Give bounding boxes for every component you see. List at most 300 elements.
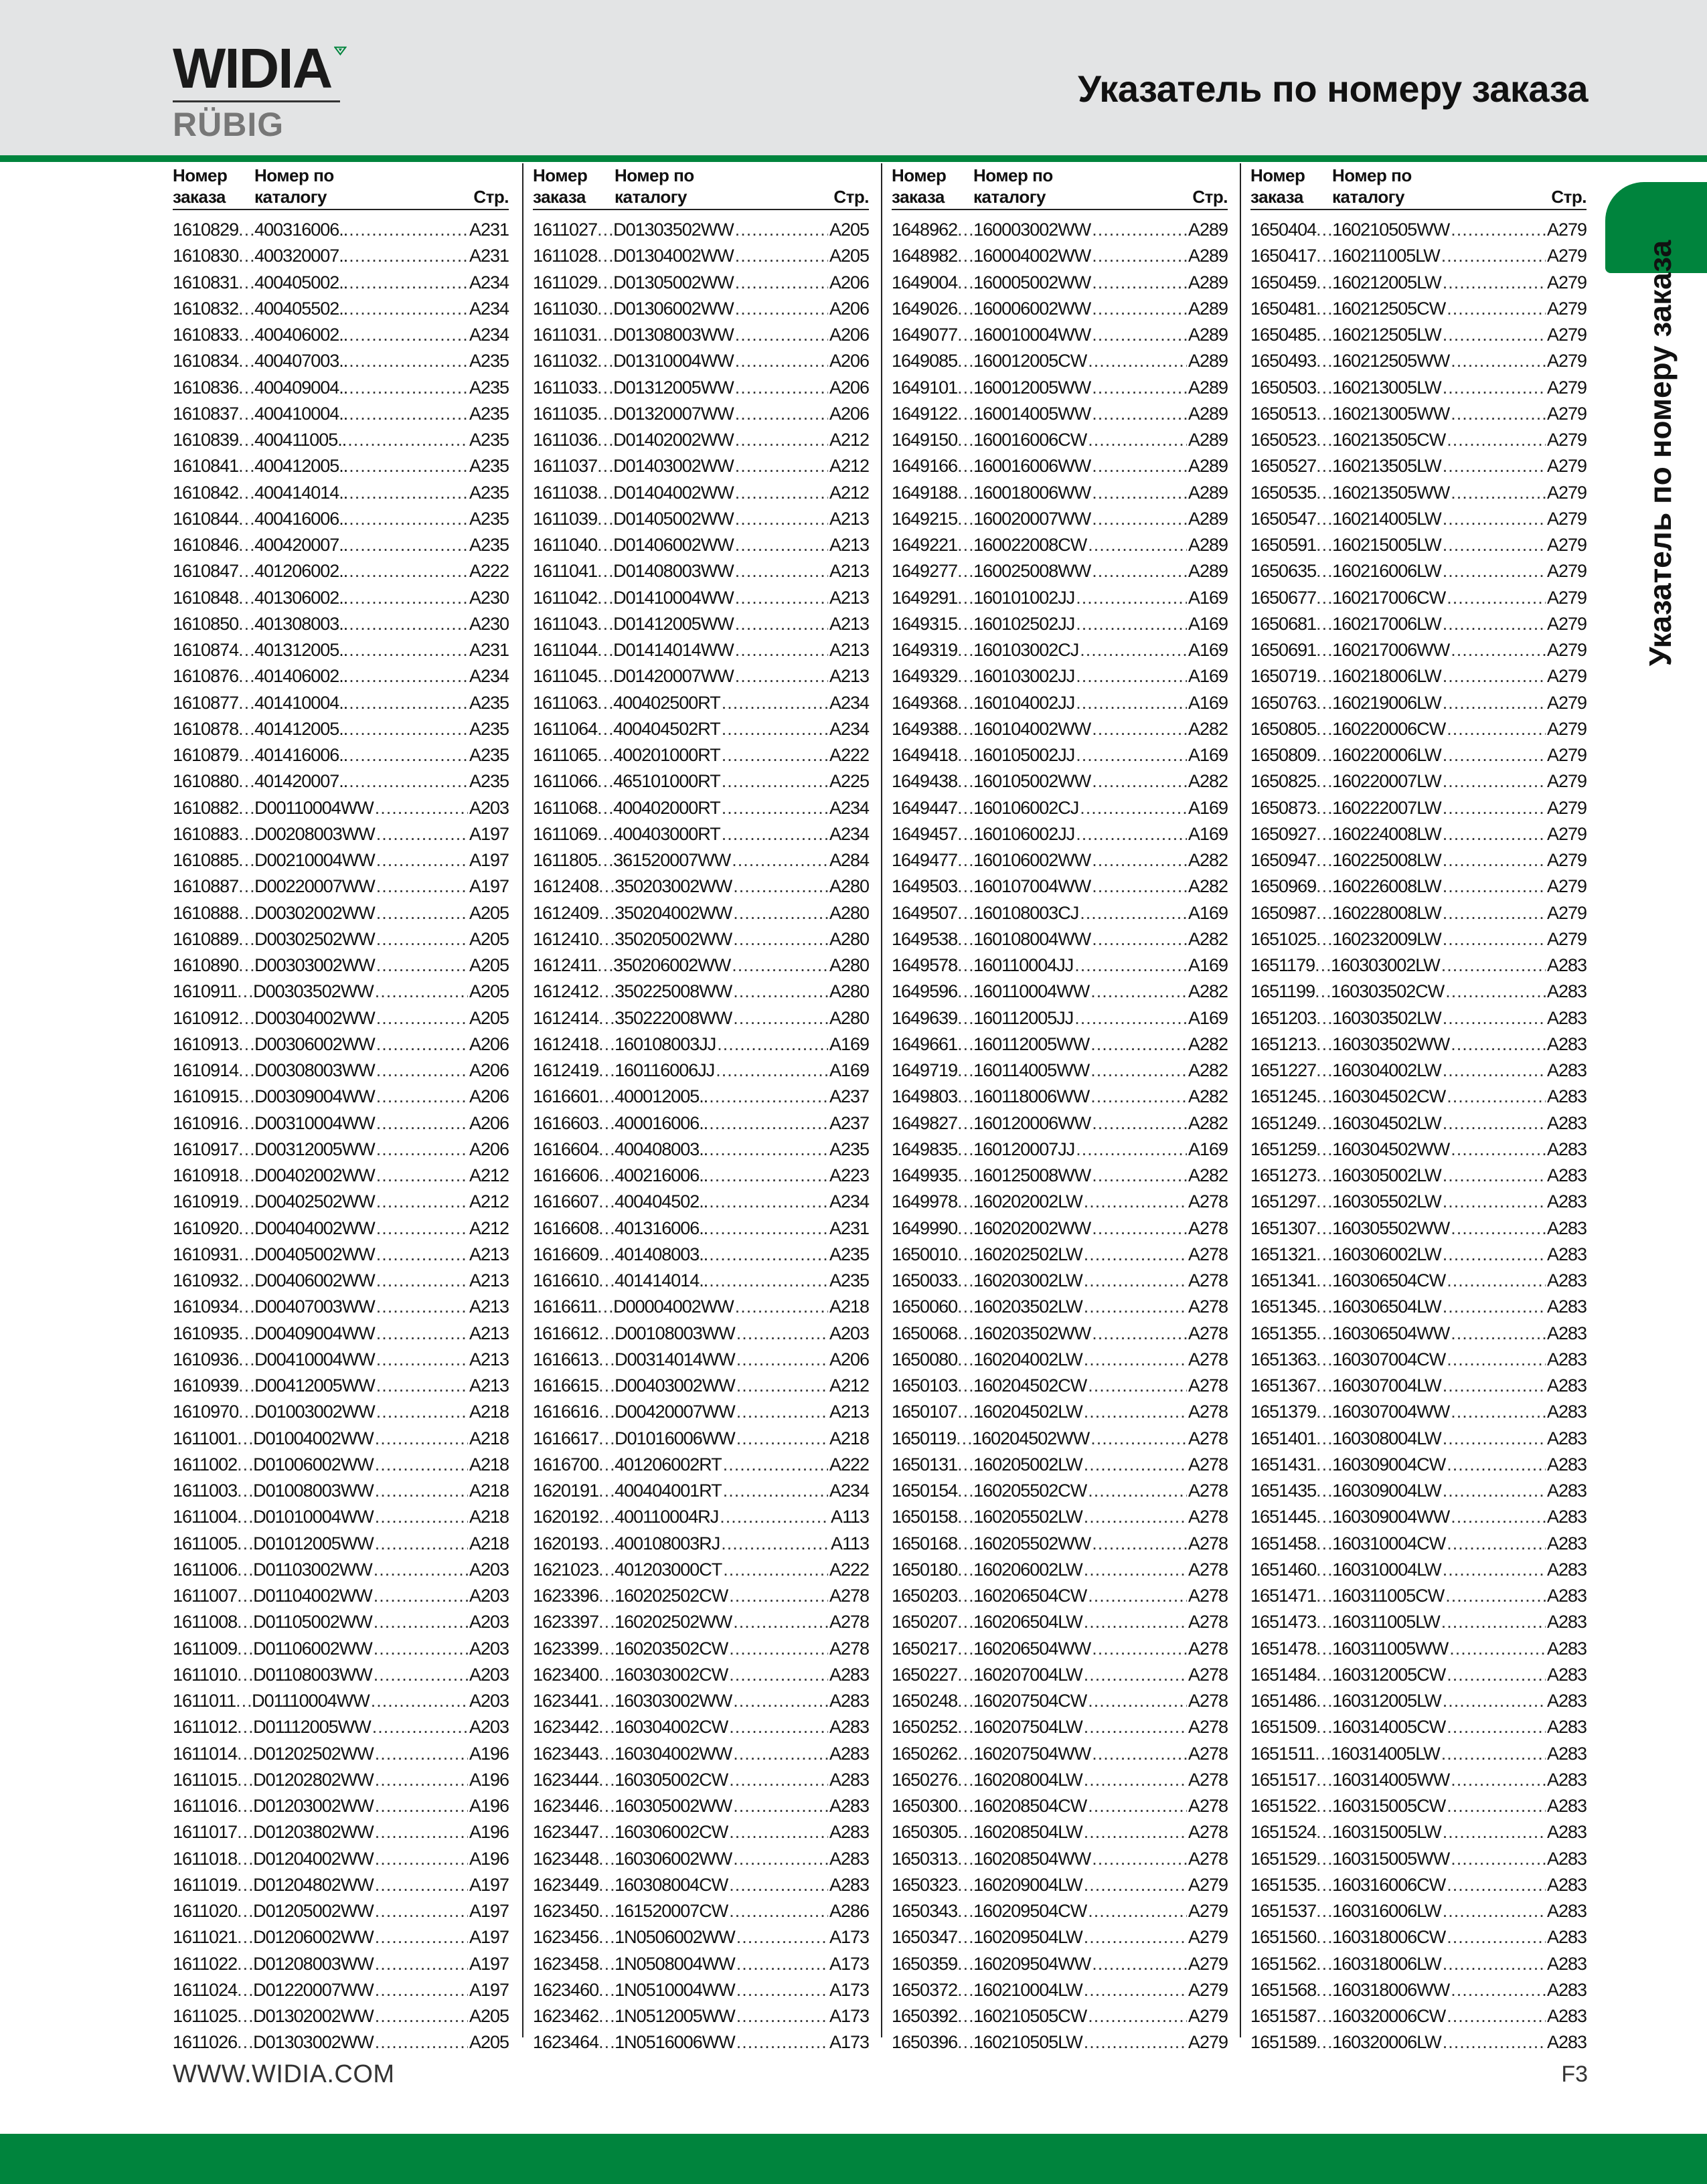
page-reference: A280 bbox=[829, 1007, 869, 1028]
dot-leader bbox=[1092, 847, 1187, 873]
catalog-number: 400320007.. bbox=[254, 246, 348, 266]
order-number: 1650010 bbox=[892, 1244, 958, 1264]
catalog-number: 160307004CW bbox=[1332, 1349, 1446, 1369]
dot-leader bbox=[238, 375, 254, 401]
page-reference: A231 bbox=[829, 1217, 869, 1238]
order-number: 1623464 bbox=[533, 2032, 599, 2053]
dot-leader bbox=[1316, 2003, 1332, 2029]
dot-leader bbox=[349, 637, 468, 663]
dot-leader bbox=[1441, 243, 1546, 269]
dot-leader bbox=[735, 217, 828, 243]
order-number: 1651458 bbox=[1250, 1533, 1317, 1553]
order-number: 1651321 bbox=[1250, 1244, 1317, 1264]
table-row bbox=[533, 1163, 869, 1189]
catalog-number: 160320006CW bbox=[1332, 2006, 1446, 2026]
column-header bbox=[173, 163, 509, 210]
dot-leader bbox=[597, 270, 613, 296]
dot-leader bbox=[238, 1399, 254, 1425]
order-number: 1649538 bbox=[892, 928, 958, 949]
dot-leader bbox=[238, 663, 254, 689]
dot-leader bbox=[1092, 1215, 1187, 1242]
dot-leader bbox=[598, 1557, 615, 1583]
catalog-number: 160016006CW bbox=[973, 430, 1087, 450]
page-reference: A278 bbox=[1188, 1822, 1228, 1843]
order-number: 1651460 bbox=[1250, 1559, 1317, 1580]
order-number: 1623446 bbox=[533, 1796, 599, 1816]
dot-leader bbox=[238, 427, 254, 453]
table-row bbox=[892, 795, 1228, 821]
dot-leader bbox=[1092, 453, 1187, 479]
dot-leader bbox=[1316, 1609, 1332, 1635]
dot-leader bbox=[957, 296, 973, 322]
dot-leader bbox=[1451, 217, 1546, 243]
order-number: 1650591 bbox=[1250, 535, 1317, 555]
dot-leader bbox=[1443, 873, 1546, 900]
dot-leader bbox=[598, 1609, 615, 1635]
page-reference: A279 bbox=[1546, 876, 1587, 897]
table-row bbox=[173, 795, 509, 821]
header-catalog-number-2: каталогу bbox=[254, 187, 327, 207]
catalog-number: 401416006.. bbox=[254, 745, 348, 765]
page-reference: A279 bbox=[1546, 298, 1587, 319]
dot-leader bbox=[598, 1662, 615, 1688]
catalog-number: 160209504CW bbox=[973, 1901, 1087, 1921]
catalog-number: 160303002CW bbox=[615, 1664, 728, 1685]
table-row bbox=[533, 1688, 869, 1714]
catalog-number: 160103002JJ bbox=[973, 666, 1075, 687]
dot-leader bbox=[957, 1373, 973, 1399]
dot-leader bbox=[238, 716, 254, 742]
table-row bbox=[173, 1399, 509, 1425]
order-number: 1610915 bbox=[173, 1086, 239, 1107]
table-row bbox=[533, 427, 869, 453]
dot-leader bbox=[1092, 558, 1187, 584]
catalog-number: 160202502LW bbox=[973, 1244, 1082, 1264]
table-row bbox=[533, 1504, 869, 1530]
order-number: 1611014 bbox=[173, 1743, 238, 1764]
dot-leader bbox=[1084, 1714, 1187, 1740]
catalog-number: 160005002WW bbox=[973, 272, 1091, 292]
dot-leader bbox=[735, 585, 828, 611]
order-number: 1610846 bbox=[173, 535, 239, 555]
page-reference: A173 bbox=[829, 2032, 869, 2053]
dot-leader bbox=[376, 1373, 468, 1399]
table-row bbox=[892, 1215, 1228, 1242]
table-row bbox=[892, 217, 1228, 243]
table-row bbox=[892, 1636, 1228, 1662]
table-row bbox=[173, 1058, 509, 1084]
table-row bbox=[1250, 1583, 1587, 1609]
dot-leader bbox=[957, 873, 973, 900]
dot-leader bbox=[1088, 1688, 1187, 1714]
order-number: 1611018 bbox=[173, 1848, 238, 1869]
order-number: 1649418 bbox=[892, 745, 958, 765]
order-number: 1611040 bbox=[533, 535, 598, 555]
page-reference: A213 bbox=[829, 535, 869, 555]
dot-leader bbox=[1443, 663, 1546, 689]
order-number: 1649150 bbox=[892, 430, 958, 450]
table-row bbox=[892, 558, 1228, 584]
dot-leader bbox=[1316, 480, 1332, 506]
dot-leader bbox=[957, 1163, 973, 1189]
page-reference: A213 bbox=[469, 1323, 509, 1343]
dot-leader bbox=[237, 1846, 253, 1872]
catalog-number: 160205502WW bbox=[973, 1533, 1091, 1553]
catalog-number: 160204002LW bbox=[973, 1349, 1082, 1369]
page-reference: A279 bbox=[1188, 1901, 1228, 1921]
dot-leader bbox=[598, 1688, 615, 1714]
page-reference: A289 bbox=[1188, 351, 1228, 371]
page-reference: A278 bbox=[1188, 1296, 1228, 1317]
catalog-number: 160206002LW bbox=[973, 1559, 1082, 1580]
order-number: 1611011 bbox=[173, 1691, 236, 1711]
page-reference: A169 bbox=[1188, 1007, 1228, 1028]
table-row bbox=[1250, 1846, 1587, 1872]
catalog-number: D01306002WW bbox=[613, 298, 734, 319]
catalog-number: 160303502WW bbox=[1332, 1033, 1450, 1054]
dot-leader bbox=[238, 1242, 254, 1268]
catalog-number: D01405002WW bbox=[613, 508, 734, 529]
dot-leader bbox=[957, 1058, 973, 1084]
dot-leader bbox=[349, 243, 468, 269]
dot-leader bbox=[732, 952, 828, 979]
catalog-number: 160310004LW bbox=[1332, 1559, 1441, 1580]
catalog-number: 160220006LW bbox=[1332, 745, 1441, 765]
table-row bbox=[533, 296, 869, 322]
dot-leader bbox=[1316, 768, 1332, 794]
order-number: 1649188 bbox=[892, 482, 958, 503]
page-reference: A289 bbox=[1188, 325, 1228, 345]
table-row bbox=[892, 1478, 1228, 1504]
page-reference: A282 bbox=[1188, 1112, 1228, 1133]
dot-leader bbox=[1316, 585, 1332, 611]
catalog-number: 400216006.. bbox=[615, 1165, 708, 1185]
table-row bbox=[533, 1951, 869, 1977]
header-catalog-number-2: каталогу bbox=[1332, 187, 1405, 207]
table-row bbox=[533, 1347, 869, 1373]
dot-leader bbox=[957, 243, 973, 269]
page-reference: A113 bbox=[830, 1507, 869, 1527]
order-number: 1616616 bbox=[533, 1402, 599, 1422]
table-row bbox=[173, 1872, 509, 1898]
dot-leader bbox=[735, 375, 828, 401]
page-reference: A235 bbox=[829, 1139, 869, 1159]
dot-leader bbox=[1316, 1819, 1332, 1845]
order-number: 1650180 bbox=[892, 1559, 958, 1580]
table-row bbox=[892, 1294, 1228, 1320]
order-number: 1611021 bbox=[173, 1927, 238, 1948]
dot-leader bbox=[1447, 585, 1546, 611]
dot-leader bbox=[597, 401, 613, 427]
page-reference: A283 bbox=[1546, 1296, 1587, 1317]
catalog-number: D01204002WW bbox=[253, 1848, 374, 1869]
table-row bbox=[533, 1662, 869, 1688]
page-reference: A286 bbox=[829, 1901, 869, 1921]
dot-leader bbox=[237, 1478, 253, 1504]
dot-leader bbox=[1092, 506, 1187, 532]
table-row bbox=[1250, 611, 1587, 637]
dot-leader bbox=[238, 1084, 254, 1110]
catalog-number: 160224008LW bbox=[1332, 823, 1441, 844]
dot-leader bbox=[1316, 1189, 1332, 1215]
dot-leader bbox=[597, 847, 613, 873]
catalog-number: D00412005WW bbox=[254, 1375, 375, 1396]
page-reference: A212 bbox=[829, 430, 869, 450]
page-reference: A289 bbox=[1188, 508, 1228, 529]
page-reference: A196 bbox=[469, 1848, 509, 1869]
catalog-number: 160304502CW bbox=[1332, 1086, 1446, 1107]
page-reference: A279 bbox=[1188, 2032, 1228, 2053]
catalog-number: D00303502WW bbox=[253, 981, 374, 1002]
page-reference: A235 bbox=[469, 718, 509, 739]
table-row bbox=[1250, 742, 1587, 768]
page-reference: A235 bbox=[469, 403, 509, 424]
table-row bbox=[1250, 1557, 1587, 1583]
dot-leader bbox=[957, 1294, 973, 1320]
page-reference: A279 bbox=[1546, 430, 1587, 450]
catalog-number: 160106002JJ bbox=[973, 823, 1075, 844]
logo-rule bbox=[173, 100, 340, 102]
order-number: 1651560 bbox=[1250, 1927, 1317, 1948]
table-row bbox=[1250, 2003, 1587, 2029]
dot-leader bbox=[957, 1242, 973, 1268]
catalog-number: 160209504WW bbox=[973, 1953, 1091, 1974]
table-row bbox=[1250, 1084, 1587, 1110]
catalog-number: D01305002WW bbox=[613, 272, 734, 292]
catalog-number: D01203002WW bbox=[253, 1796, 374, 1816]
dot-leader bbox=[598, 1714, 615, 1740]
page-reference: A169 bbox=[1188, 745, 1228, 765]
dot-leader bbox=[597, 453, 613, 479]
catalog-number: 160205002LW bbox=[973, 1454, 1082, 1475]
catalog-number: D00406002WW bbox=[254, 1270, 375, 1290]
catalog-number: 160104002WW bbox=[973, 718, 1091, 739]
catalog-number: 160004002WW bbox=[973, 246, 1091, 266]
page-reference: A279 bbox=[1546, 482, 1587, 503]
page-reference: A283 bbox=[1546, 1769, 1587, 1790]
dot-leader bbox=[735, 1294, 828, 1320]
dot-leader bbox=[723, 1478, 828, 1504]
dot-leader bbox=[957, 1189, 973, 1215]
catalog-number: 160309004CW bbox=[1332, 1454, 1446, 1475]
catalog-number: 1N0512005WW bbox=[615, 2006, 735, 2026]
order-number: 1649578 bbox=[892, 955, 958, 975]
catalog-number: 160303002WW bbox=[615, 1691, 732, 1711]
order-number: 1649447 bbox=[892, 797, 958, 818]
dot-leader bbox=[375, 2029, 468, 2055]
catalog-number: 465101000RT bbox=[613, 771, 720, 792]
order-number: 1651529 bbox=[1250, 1848, 1317, 1869]
dot-leader bbox=[957, 1005, 973, 1031]
catalog-number: 160108004WW bbox=[973, 928, 1091, 949]
catalog-number: 160202002WW bbox=[973, 1217, 1091, 1238]
table-row bbox=[1250, 270, 1587, 296]
order-number: 1651524 bbox=[1250, 1822, 1317, 1843]
order-number: 1650547 bbox=[1250, 508, 1317, 529]
table-row bbox=[892, 768, 1228, 794]
order-number: 1651363 bbox=[1250, 1349, 1317, 1369]
table-row bbox=[892, 742, 1228, 768]
page-reference: A279 bbox=[1546, 797, 1587, 818]
table-row bbox=[533, 1872, 869, 1898]
dot-leader bbox=[1445, 979, 1546, 1005]
dot-leader bbox=[238, 296, 254, 322]
page-reference: A283 bbox=[1546, 1717, 1587, 1738]
order-number: 1649457 bbox=[892, 823, 958, 844]
page-reference: A197 bbox=[469, 1953, 509, 1974]
page-reference: A235 bbox=[469, 745, 509, 765]
table-row bbox=[1250, 1163, 1587, 1189]
page-reference: A283 bbox=[1546, 2032, 1587, 2053]
table-row bbox=[533, 2029, 869, 2055]
dot-leader bbox=[376, 1058, 468, 1084]
catalog-number: 160107004WW bbox=[973, 876, 1091, 897]
column-divider bbox=[881, 163, 882, 2037]
side-section-title: Указатель по номеру заказа bbox=[1643, 240, 1678, 667]
order-number: 1649221 bbox=[892, 535, 958, 555]
order-number: 1612418 bbox=[533, 1033, 599, 1054]
dot-leader bbox=[957, 1084, 973, 1110]
dot-leader bbox=[597, 768, 613, 794]
dot-leader bbox=[237, 2029, 253, 2055]
table-row bbox=[1250, 217, 1587, 243]
page-reference: A279 bbox=[1546, 325, 1587, 345]
page-reference: A213 bbox=[829, 666, 869, 687]
catalog-number: 401306002.. bbox=[254, 587, 348, 608]
table-row bbox=[173, 1977, 509, 2003]
dot-leader bbox=[1316, 611, 1332, 637]
page-reference: A283 bbox=[829, 1822, 869, 1843]
catalog-number: 160303502CW bbox=[1331, 981, 1445, 1002]
table-row bbox=[892, 243, 1228, 269]
dot-leader bbox=[349, 716, 468, 742]
order-number: 1610830 bbox=[173, 246, 239, 266]
table-row bbox=[173, 1846, 509, 1872]
order-number: 1650513 bbox=[1250, 403, 1317, 424]
table-row bbox=[173, 585, 509, 611]
dot-leader bbox=[1443, 847, 1546, 873]
dot-leader bbox=[1092, 873, 1187, 900]
order-number: 1616611 bbox=[533, 1296, 598, 1317]
order-number: 1650763 bbox=[1250, 692, 1317, 713]
dot-leader bbox=[237, 1452, 253, 1478]
catalog-number: 160304502WW bbox=[1332, 1139, 1450, 1159]
dot-leader bbox=[736, 1951, 828, 1977]
catalog-number: 160304002CW bbox=[615, 1717, 728, 1738]
catalog-number: 160204502LW bbox=[973, 1402, 1082, 1422]
table-row bbox=[1250, 637, 1587, 663]
page-reference: A279 bbox=[1546, 377, 1587, 398]
page-reference: A284 bbox=[829, 850, 869, 870]
table-row bbox=[533, 270, 869, 296]
order-number: 1611005 bbox=[173, 1533, 238, 1553]
order-number: 1616700 bbox=[533, 1454, 599, 1475]
dot-leader bbox=[1316, 1846, 1332, 1872]
dot-leader bbox=[371, 1688, 468, 1714]
page-reference: A206 bbox=[829, 377, 869, 398]
order-number: 1611010 bbox=[173, 1664, 238, 1685]
dot-leader bbox=[375, 1426, 468, 1452]
table-row bbox=[533, 900, 869, 926]
dot-leader bbox=[598, 926, 615, 952]
dot-leader bbox=[721, 1531, 829, 1557]
dot-leader bbox=[1451, 1846, 1546, 1872]
page-reference: A206 bbox=[829, 403, 869, 424]
dot-leader bbox=[957, 1951, 973, 1977]
table-row bbox=[173, 1662, 509, 1688]
dot-leader bbox=[1316, 1583, 1332, 1609]
page-reference: A230 bbox=[469, 587, 509, 608]
catalog-number: 160205502CW bbox=[973, 1481, 1087, 1501]
catalog-number: 160228008LW bbox=[1332, 902, 1441, 923]
dot-leader bbox=[238, 1373, 254, 1399]
page-reference: A196 bbox=[469, 1769, 509, 1790]
order-number: 1620192 bbox=[533, 1507, 599, 1527]
dot-leader bbox=[957, 1819, 973, 1845]
catalog-number: D00108003WW bbox=[615, 1323, 735, 1343]
index-column-3 bbox=[892, 163, 1228, 2056]
catalog-number: 160025008WW bbox=[973, 561, 1091, 582]
header-divider bbox=[0, 155, 1707, 162]
catalog-number: 161520007CW bbox=[615, 1901, 728, 1921]
dot-leader bbox=[374, 1583, 468, 1609]
catalog-number: 160314005CW bbox=[1332, 1717, 1446, 1738]
order-number: 1611068 bbox=[533, 797, 598, 818]
order-number: 1651307 bbox=[1250, 1217, 1317, 1238]
dot-leader bbox=[375, 1819, 468, 1845]
dot-leader bbox=[1084, 1268, 1187, 1294]
page-reference: A169 bbox=[1188, 587, 1228, 608]
page-reference: A278 bbox=[1188, 1217, 1228, 1238]
page-reference: A222 bbox=[469, 561, 509, 582]
order-number: 1650300 bbox=[892, 1796, 958, 1816]
catalog-number: 160208504CW bbox=[973, 1796, 1087, 1816]
dot-leader bbox=[237, 1426, 253, 1452]
dot-leader bbox=[598, 1189, 615, 1215]
table-row bbox=[1250, 1793, 1587, 1819]
catalog-number: D01412005WW bbox=[613, 613, 734, 634]
catalog-number: 160219006LW bbox=[1332, 692, 1441, 713]
page-reference: A283 bbox=[829, 1664, 869, 1685]
table-row bbox=[533, 1399, 869, 1425]
catalog-number: 160209504LW bbox=[973, 1927, 1082, 1948]
dot-leader bbox=[722, 795, 828, 821]
catalog-number: 160202502CW bbox=[615, 1586, 728, 1606]
dot-leader bbox=[376, 1031, 468, 1058]
page-reference: A283 bbox=[829, 1717, 869, 1738]
dot-leader bbox=[709, 1242, 828, 1268]
dot-leader bbox=[736, 1347, 828, 1373]
page-reference: A282 bbox=[1188, 1060, 1228, 1080]
logo-widia-text: WIDIA bbox=[173, 37, 332, 100]
page-reference: A278 bbox=[1188, 1691, 1228, 1711]
dot-leader bbox=[1443, 506, 1546, 532]
dot-leader bbox=[957, 1215, 973, 1242]
order-number: 1611017 bbox=[173, 1822, 238, 1843]
catalog-number: 160106002WW bbox=[973, 850, 1091, 870]
order-number: 1650396 bbox=[892, 2032, 958, 2053]
order-number: 1649004 bbox=[892, 272, 958, 292]
page-reference: A218 bbox=[469, 1533, 509, 1553]
table-row bbox=[533, 1321, 869, 1347]
table-row bbox=[173, 637, 509, 663]
catalog-number: D01202802WW bbox=[253, 1769, 374, 1790]
page-reference: A235 bbox=[469, 771, 509, 792]
order-number: 1610834 bbox=[173, 351, 239, 371]
dot-leader bbox=[1074, 952, 1187, 979]
page-reference: A234 bbox=[829, 1191, 869, 1212]
dot-leader bbox=[1441, 1741, 1546, 1767]
